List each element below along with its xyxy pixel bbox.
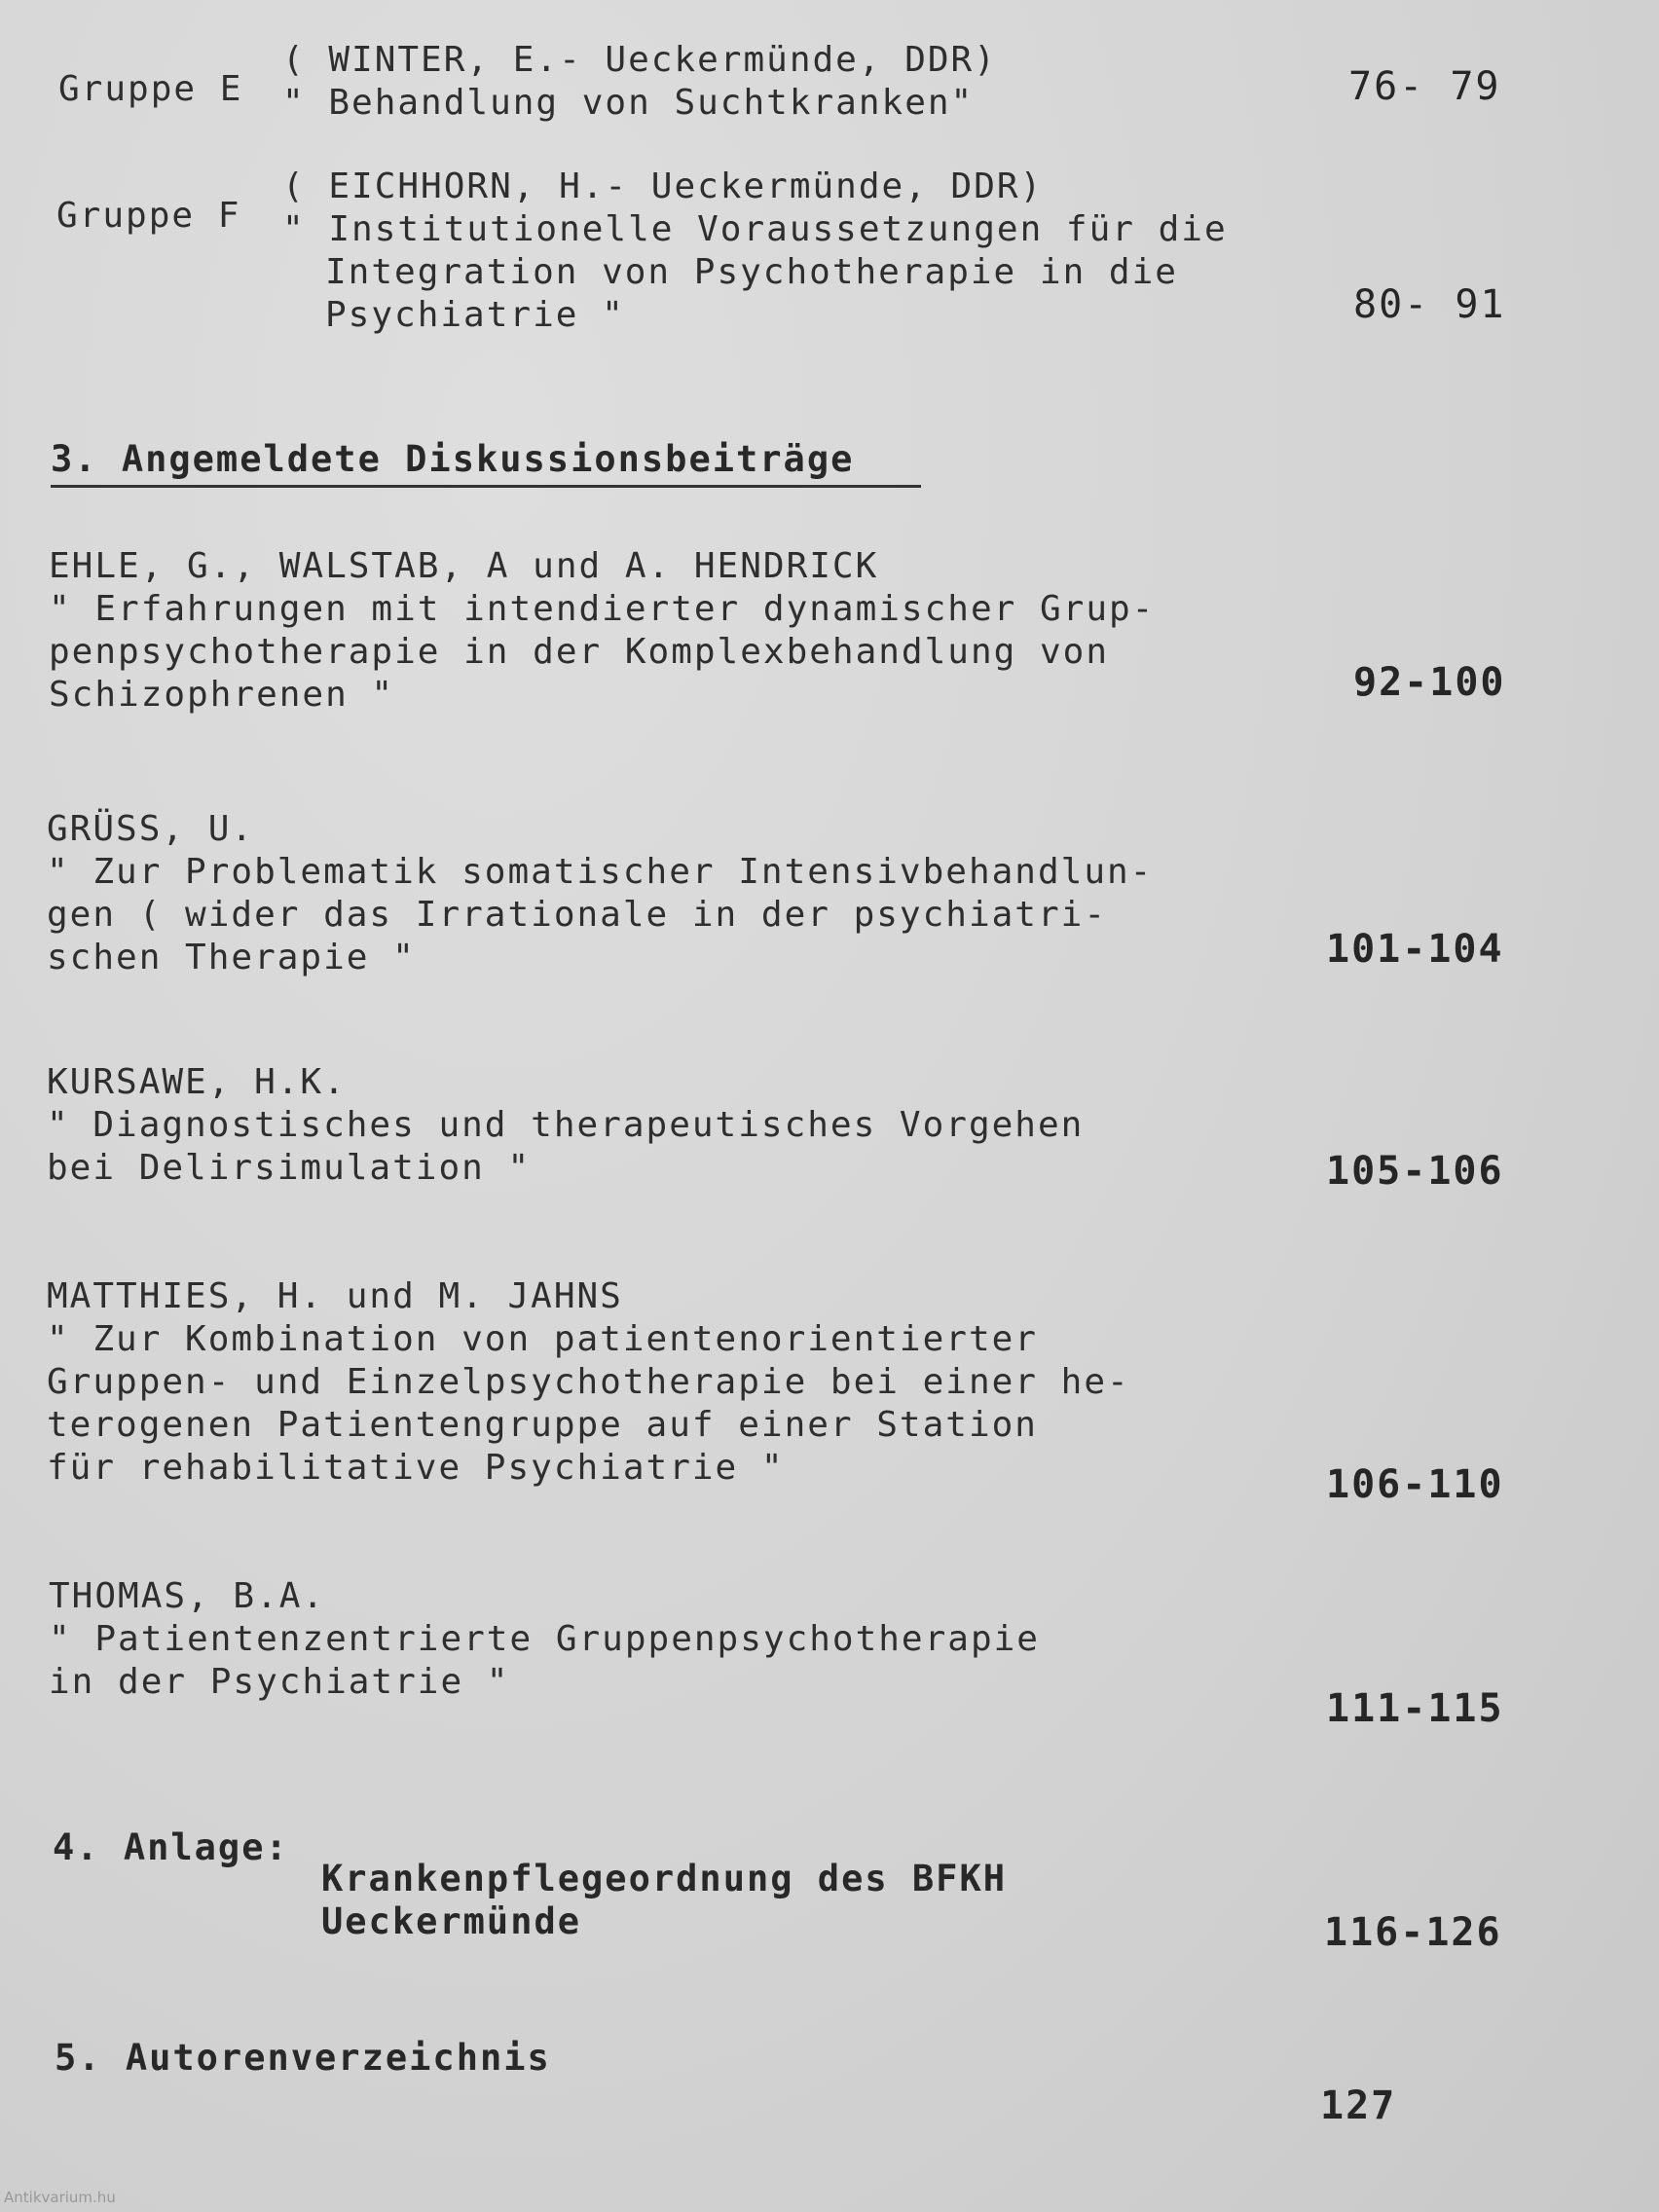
- group-f-pages: 80- 91: [1353, 282, 1506, 327]
- section-3-heading: 3. Angemeldete Diskussionsbeiträge: [51, 438, 855, 480]
- entry-5-pages: 111-115: [1326, 1686, 1504, 1731]
- entry-2-pages: 101-104: [1326, 927, 1504, 972]
- section-5-pages: 127: [1320, 2083, 1397, 2128]
- entry-2-authors: GRÜSS, U.: [47, 809, 255, 849]
- section-4-line-2: Ueckermünde: [321, 1900, 582, 1942]
- group-f-line-4: Psychiatrie ": [325, 295, 625, 335]
- entry-2-title-1: " Zur Problematik somatischer Intensivbehandlun-: [47, 852, 1154, 892]
- entry-2-title-2: gen ( wider das Irrationale in der psychiatri-: [47, 895, 1107, 935]
- group-f-label: Gruppe F: [56, 196, 241, 236]
- entry-3-authors: KURSAWE, H.K.: [47, 1062, 347, 1102]
- entry-4-title-4: für rehabilitative Psychiatrie ": [47, 1448, 785, 1488]
- group-e-label: Gruppe E: [58, 69, 243, 109]
- entry-5-authors: THOMAS, B.A.: [49, 1576, 326, 1616]
- section-4-pages: 116-126: [1324, 1910, 1502, 1955]
- entry-4-title-2: Gruppen- und Einzelpsychotherapie bei einer he-: [47, 1362, 1130, 1402]
- entry-3-title-1: " Diagnostisches und therapeutisches Vorgehen: [47, 1105, 1085, 1145]
- entry-1-title-1: " Erfahrungen mit intendierter dynamischer Grup-: [49, 589, 1156, 629]
- entry-4-title-3: terogenen Patientengruppe auf einer Station: [47, 1405, 1038, 1445]
- entry-3-pages: 105-106: [1326, 1149, 1504, 1194]
- section-5-label: 5. Autorenverzeichnis: [55, 2037, 551, 2079]
- entry-4-title-1: " Zur Kombination von patientenorientierter: [47, 1319, 1038, 1359]
- section-3-underline: [51, 485, 921, 488]
- group-f-line-3: Integration von Psychotherapie in die: [325, 252, 1178, 292]
- section-4-line-1: Krankenpflegeordnung des BFKH: [321, 1858, 1008, 1899]
- watermark-credit: Antikvarium.hu: [4, 2189, 116, 2206]
- entry-1-pages: 92-100: [1353, 660, 1506, 705]
- group-e-line-2: " Behandlung von Suchtkranken": [282, 83, 975, 123]
- entry-5-title-2: in der Psychiatrie ": [49, 1662, 510, 1702]
- entry-3-title-2: bei Delirsimulation ": [47, 1148, 532, 1188]
- group-e-pages: 76- 79: [1348, 64, 1501, 109]
- section-4-label: 4. Anlage:: [53, 1826, 289, 1868]
- entry-2-title-3: schen Therapie ": [47, 938, 416, 977]
- entry-1-title-3: Schizophrenen ": [49, 675, 395, 715]
- entry-1-authors: EHLE, G., WALSTAB, A und A. HENDRICK: [49, 546, 879, 586]
- group-f-line-2: " Institutionelle Voraussetzungen für die: [282, 209, 1228, 249]
- group-f-line-1: ( EICHHORN, H.- Ueckermünde, DDR): [282, 166, 1044, 206]
- entry-4-authors: MATTHIES, H. und M. JAHNS: [47, 1276, 623, 1316]
- entry-4-pages: 106-110: [1326, 1462, 1504, 1507]
- entry-5-title-1: " Patientenzentrierte Gruppenpsychotherapie: [49, 1619, 1040, 1659]
- group-e-line-1: ( WINTER, E.- Ueckermünde, DDR): [282, 40, 997, 80]
- entry-1-title-2: penpsychotherapie in der Komplexbehandlung von: [49, 632, 1109, 672]
